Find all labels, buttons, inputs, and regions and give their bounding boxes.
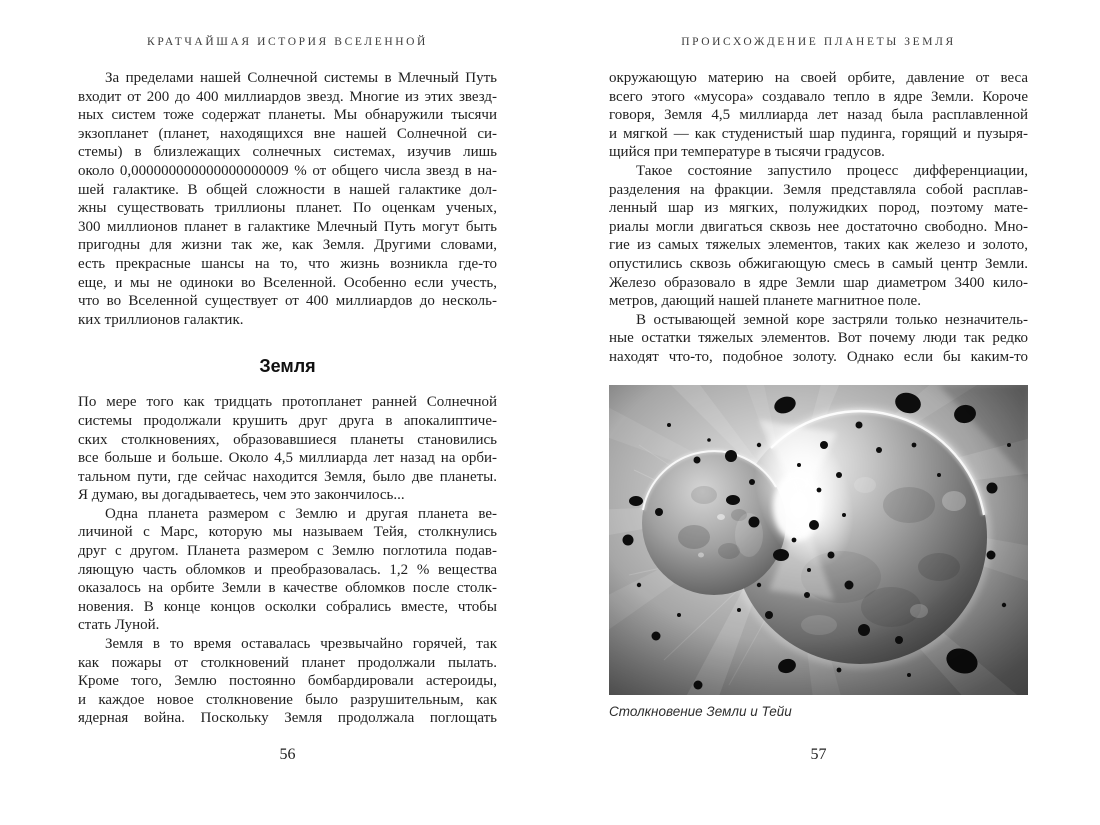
text-line: и каждое новое столкновение было разрушительным, как bbox=[78, 691, 497, 708]
running-head-right: ПРОИСХОЖДЕНИЕ ПЛАНЕТЫ ЗЕМЛЯ bbox=[681, 36, 956, 48]
text-line: щийся при температуре в тысячи градусов. bbox=[609, 144, 885, 161]
text-line: По мере того как тридцать протопланет ранней Солнечной bbox=[78, 394, 497, 411]
text-line: около 0,000000000000000000009 % от общего числа звезд в на- bbox=[78, 162, 497, 179]
running-head-left: КРАТЧАЙШАЯ ИСТОРИЯ ВСЕЛЕННОЙ bbox=[147, 36, 428, 48]
text-line: всего этого «мусора» создавало тепло в ядре Земли. Короче bbox=[609, 88, 1028, 105]
vignette bbox=[609, 385, 1028, 695]
text-line: ленный шар из мягких, полужидких пород, поэтому мате- bbox=[609, 200, 1028, 217]
text-line: жны существовать триллионы планет. По оценкам ученых, bbox=[78, 200, 497, 217]
section-heading: Земля bbox=[259, 356, 316, 377]
collision-photo bbox=[609, 385, 1028, 695]
text-line: говоря, Земля 4,5 миллиарда лет назад была расплавленной bbox=[609, 107, 1028, 124]
text-line: метров, дающий нашей планете магнитное поле. bbox=[609, 293, 921, 310]
text-line: как пожары от столкновений планет продолжали пылать. bbox=[78, 654, 497, 671]
text-line: есть прекрасные шансы на то, что жизнь возникла где-то bbox=[78, 255, 497, 272]
figure-caption: Столкновение Земли и Тейи bbox=[609, 703, 792, 719]
right-page bbox=[609, 0, 1028, 825]
text-line: системы продолжали крушить друг друга в апокалиптиче- bbox=[78, 412, 497, 429]
text-line: Я думаю, вы догадываетесь, чем это закончилось... bbox=[78, 487, 405, 504]
text-line: находят что-то, подобное золоту. Однако если бы каким-то bbox=[609, 348, 1028, 365]
text-line: Одна планета размером с Землю и другая планета ве- bbox=[105, 505, 497, 522]
text-line: опустились сквозь обжигающую смесь в самый центр Земли. bbox=[609, 255, 1028, 272]
left-page-body bbox=[78, 69, 497, 728]
text-line: За пределами нашей Солнечной системы в Млечный Путь bbox=[105, 70, 497, 86]
text-line: входит от 200 до 400 миллиардов звезд. Многие из этих звезд- bbox=[78, 88, 497, 105]
paragraph bbox=[78, 635, 497, 728]
text-line: ляющую часть обломков и преобразовалась. 1,2 % вещества bbox=[78, 561, 497, 578]
text-line: В остывающей земной коре застряли только незначитель- bbox=[636, 311, 1028, 328]
text-line: друг с другом. Планета размером с Землю поглотила подав- bbox=[78, 543, 497, 560]
text-line: личиной с Марс, которую мы называем Тейя, столкнулись bbox=[78, 524, 497, 541]
text-line: риалы могли двигаться сквозь нее достаточно свободно. Мно- bbox=[609, 218, 1028, 235]
paragraph bbox=[609, 69, 1028, 162]
text-line: ких триллионов галактик. bbox=[78, 311, 244, 328]
page-number-right: 57 bbox=[810, 746, 827, 763]
text-line: ных систем тоже содержат планеты. Мы обнаружили тысячи bbox=[78, 107, 497, 124]
text-line: ядерная война. Поскольку Земля продолжала поглощать bbox=[78, 710, 497, 727]
text-line: гие из самых тяжелых элементов, таких как железо и золото, bbox=[609, 237, 1028, 254]
text-line: оказалось на орбите Земли в качестве обломков после столк- bbox=[78, 580, 497, 597]
paragraph bbox=[78, 505, 497, 635]
text-line: Кроме того, Землю постоянно бомбардировали астероиды, bbox=[78, 673, 497, 690]
text-line: экзопланет (планет, находящихся вне нашей Солнечной си- bbox=[78, 125, 497, 142]
text-line: тальном пути, где сейчас находится Земля, было две планеты. bbox=[78, 468, 497, 485]
page-number-left: 56 bbox=[279, 746, 296, 763]
paragraph bbox=[609, 162, 1028, 311]
text-line: ских столкновениях, образовавшиеся планеты становились bbox=[78, 431, 497, 448]
text-line: еще, и мы не одиноки во Вселенной. Особенно если учесть, bbox=[78, 274, 497, 291]
text-line: Такое состояние запустило процесс дифференциации, bbox=[636, 162, 1028, 179]
text-line: ные остатки тяжелых элементов. Вот почему люди так редко bbox=[609, 330, 1028, 347]
paragraph bbox=[609, 311, 1028, 367]
left-page bbox=[78, 0, 497, 825]
text-line: пригодны для жизни так же, как Земля. Другими словами, bbox=[78, 237, 497, 254]
text-line: и мягкой — как студенистый шар пудинга, горящий и пузыря- bbox=[609, 125, 1028, 142]
text-line: стать Луной. bbox=[78, 617, 160, 634]
text-line: все больше и больше. Около 4,5 миллиарда лет назад на орби- bbox=[78, 450, 497, 467]
text-line: разделения на фракции. Земля представляла собой расплав- bbox=[609, 181, 1028, 198]
text-line: окружающую материю на своей орбите, давление от веса bbox=[609, 70, 1028, 86]
text-line: 300 миллионов планет в галактике Млечный Путь могут быть bbox=[78, 218, 497, 235]
collision-illustration bbox=[609, 385, 1028, 695]
paragraph bbox=[78, 69, 497, 329]
text-line: что во Вселенной существует от 400 миллиардов до несколь- bbox=[78, 293, 497, 310]
text-line: стемы) в близлежащих солнечных системах, изучив лишь bbox=[78, 144, 497, 161]
right-page-body bbox=[609, 69, 1028, 367]
text-line: шей галактике. В общей сложности в нашей галактике дол- bbox=[78, 181, 497, 198]
text-line: Земля в то время оставалась чрезвычайно горячей, так bbox=[105, 636, 497, 653]
paragraph bbox=[78, 393, 497, 505]
text-line: Железо образовало в ядре Земли шар диаметром 3400 кило- bbox=[609, 274, 1028, 291]
text-line: новения. В конце концов осколки собрались вместе, чтобы bbox=[78, 598, 497, 615]
